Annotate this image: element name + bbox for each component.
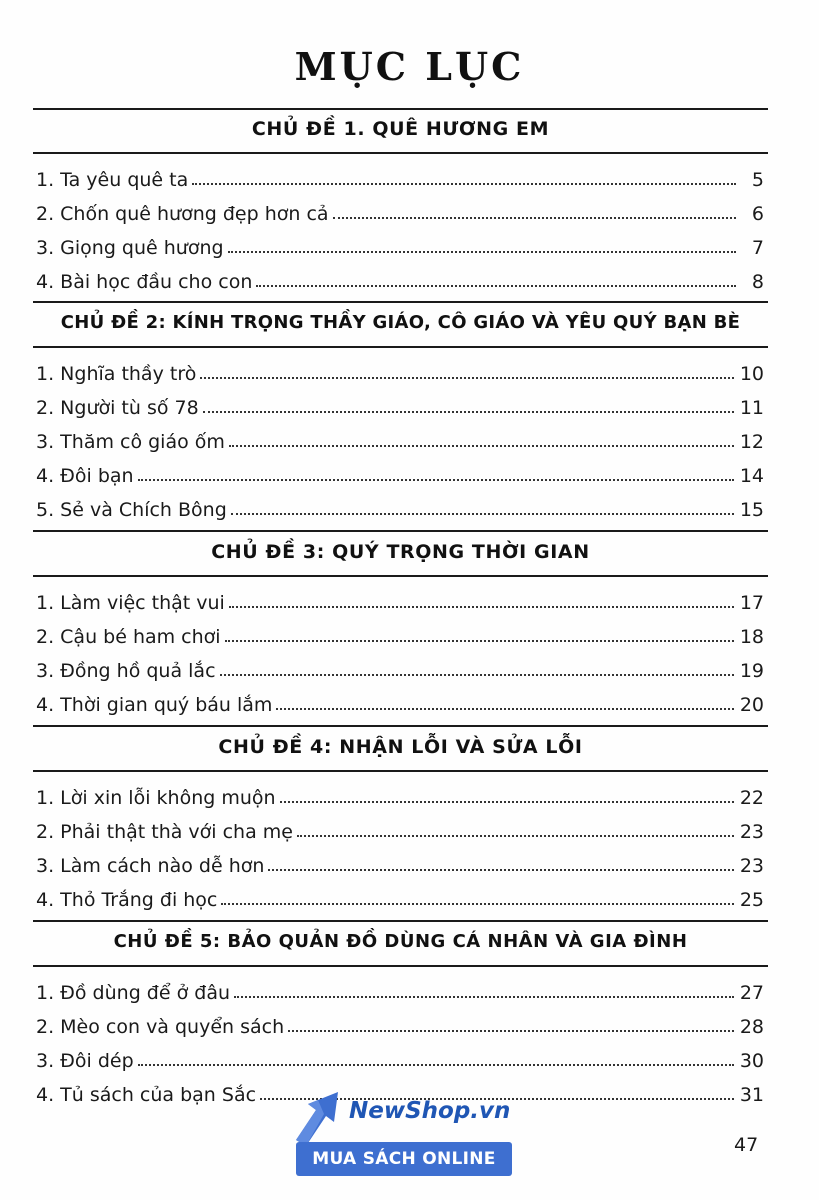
toc-entry[interactable] [36, 265, 764, 293]
entry-title: 3. Đồng hồ quả lắc [36, 660, 216, 682]
dot-leader [138, 1064, 734, 1066]
dot-leader [200, 377, 733, 379]
page-number: 47 [734, 1134, 759, 1156]
section-divider [33, 346, 768, 348]
entry-title: 2. Phải thật thà với cha mẹ [36, 821, 293, 843]
toc-entry[interactable] [36, 883, 764, 911]
dot-leader [276, 708, 733, 710]
logo-tagline: MUA SÁCH ONLINE [296, 1142, 512, 1176]
entry-title: 3. Thăm cô giáo ốm [36, 431, 225, 453]
entry-page: 25 [739, 889, 764, 911]
toc-entry[interactable] [36, 163, 764, 191]
entry-page: 28 [739, 1016, 764, 1038]
toc-entry[interactable] [36, 815, 764, 843]
entry-page: 18 [739, 626, 764, 648]
section-divider [33, 530, 768, 532]
dot-leader [229, 445, 734, 447]
dot-leader [203, 411, 734, 413]
section-title: CHỦ ĐỀ 4: NHẬN LỖI VÀ SỬA LỖI [218, 736, 583, 758]
section-divider [33, 725, 768, 727]
page-title: MỤC LỤC [294, 44, 525, 89]
dot-leader [288, 1030, 734, 1032]
dot-leader [220, 674, 734, 676]
entry-page: 14 [739, 465, 764, 487]
toc-entry[interactable] [36, 493, 764, 521]
section-title: CHỦ ĐỀ 5: BẢO QUẢN ĐỒ DÙNG CÁ NHÂN VÀ GIA ĐÌNH [113, 931, 688, 952]
dot-leader [225, 640, 734, 642]
section-divider [33, 770, 768, 772]
toc-entry[interactable] [36, 357, 764, 385]
dot-leader [333, 217, 736, 219]
entry-title: 4. Đôi bạn [36, 465, 134, 487]
entry-title: 1. Làm việc thật vui [36, 592, 225, 614]
dot-leader [221, 903, 733, 905]
dot-leader [234, 996, 734, 998]
section-divider [33, 920, 768, 922]
section-divider [33, 575, 768, 577]
entry-title: 4. Bài học đầu cho con [36, 271, 253, 293]
entry-title: 3. Giọng quê hương [36, 237, 224, 259]
entry-page: 12 [739, 431, 764, 453]
entry-title: 1. Nghĩa thầy trò [36, 363, 197, 385]
toc-entry[interactable] [36, 1044, 764, 1072]
toc-entry[interactable] [36, 425, 764, 453]
entry-title: 4. Tủ sách của bạn Sắc [36, 1084, 257, 1106]
entry-title: 2. Chốn quê hương đẹp hơn cả [36, 203, 329, 225]
entry-title: 4. Thỏ Trắng đi học [36, 889, 218, 911]
toc-entry[interactable] [36, 688, 764, 716]
entry-title: 1. Đồ dùng để ở đâu [36, 982, 230, 1004]
dot-leader [231, 513, 734, 515]
entry-page: 31 [739, 1084, 764, 1106]
dot-leader [228, 251, 736, 253]
entry-page: 20 [739, 694, 764, 716]
entry-page: 23 [739, 855, 764, 877]
section-divider [33, 152, 768, 154]
section-title: CHỦ ĐỀ 1. QUÊ HƯƠNG EM [251, 118, 550, 140]
dot-leader [268, 869, 733, 871]
entry-page: 6 [751, 203, 764, 225]
entry-page: 11 [739, 397, 764, 419]
dot-leader [138, 479, 734, 481]
entry-page: 5 [751, 169, 764, 191]
arrow-logo-icon [294, 1088, 354, 1144]
entry-page: 8 [751, 271, 764, 293]
entry-page: 15 [739, 499, 764, 521]
dot-leader [280, 801, 734, 803]
entry-page: 17 [739, 592, 764, 614]
newshop-logo[interactable] [296, 1088, 516, 1178]
section-title: CHỦ ĐỀ 3: QUÝ TRỌNG THỜI GIAN [211, 541, 590, 563]
toc-entry[interactable] [36, 1010, 764, 1038]
entry-page: 23 [739, 821, 764, 843]
section-title: CHỦ ĐỀ 2: KÍNH TRỌNG THẦY GIÁO, CÔ GIÁO VÀ YÊU QUÝ BẠN BÈ [60, 312, 741, 333]
section-divider [33, 965, 768, 967]
toc-entry[interactable] [36, 781, 764, 809]
entry-page: 27 [739, 982, 764, 1004]
section-divider [33, 301, 768, 303]
toc-entry[interactable] [36, 586, 764, 614]
entry-page: 10 [739, 363, 764, 385]
entry-title: 3. Đôi dép [36, 1050, 134, 1072]
entry-title: 2. Mèo con và quyển sách [36, 1016, 285, 1038]
toc-entry[interactable] [36, 849, 764, 877]
toc-entry[interactable] [36, 459, 764, 487]
toc-entry[interactable] [36, 976, 764, 1004]
entry-title: 1. Ta yêu quê ta [36, 169, 189, 191]
entry-page: 22 [739, 787, 764, 809]
toc-entry[interactable] [36, 654, 764, 682]
dot-leader [297, 835, 734, 837]
entry-page: 7 [751, 237, 764, 259]
dot-leader [229, 606, 734, 608]
entry-title: 5. Sẻ và Chích Bông [36, 499, 227, 521]
entry-page: 30 [739, 1050, 764, 1072]
entry-page: 19 [739, 660, 764, 682]
section-divider [33, 108, 768, 110]
entry-title: 1. Lời xin lỗi không muộn [36, 787, 276, 809]
dot-leader [192, 183, 736, 185]
entry-title: 2. Người tù số 78 [36, 397, 199, 419]
toc-entry[interactable] [36, 391, 764, 419]
entry-title: 3. Làm cách nào dễ hơn [36, 855, 265, 877]
toc-entry[interactable] [36, 231, 764, 259]
toc-entry[interactable] [36, 197, 764, 225]
entry-title: 2. Cậu bé ham chơi [36, 626, 221, 648]
entry-title: 4. Thời gian quý báu lắm [36, 694, 273, 716]
dot-leader [256, 285, 736, 287]
toc-entry[interactable] [36, 620, 764, 648]
logo-name: NewShop.vn [349, 1098, 511, 1124]
